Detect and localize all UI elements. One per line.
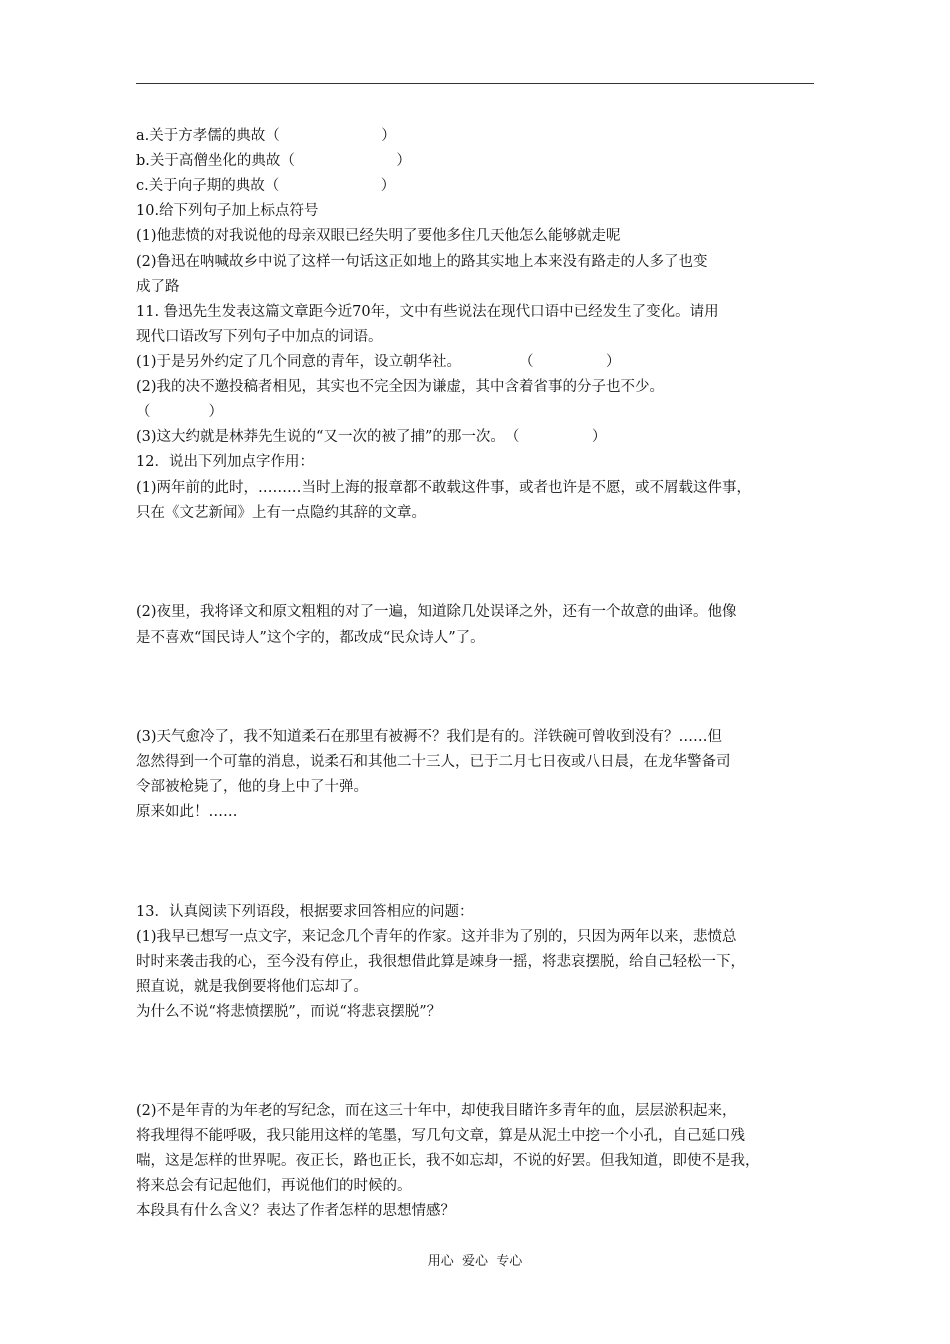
question-12-item-3-cont-2: 令部被枪毙了，他的身上中了十弹。 bbox=[136, 779, 368, 795]
question-12-item-3: (3)天气愈冷了，我不知道柔石在那里有被褥不？我们是有的。洋铁碗可曾收到没有？……但 bbox=[136, 729, 723, 745]
question-12-item-1-cont: 只在《文艺新闻》上有一点隐约其辞的文章。 bbox=[136, 505, 426, 521]
question-12-item-2-cont: 是不喜欢“国民诗人”这个字的，都改成“民众诗人”了。 bbox=[136, 630, 485, 646]
question-13-item-2-cont-3: 将来总会有记起他们，再说他们的时候的。 bbox=[136, 1178, 412, 1194]
question-13-item-2-cont-2: 喘，这是怎样的世界呢。夜正长，路也正长，我不如忘却，不说的好罢。但我知道，即使不是我， bbox=[136, 1153, 760, 1169]
question-13-item-1: (1)我早已想写一点文字，来记念几个青年的作家。这并非为了别的，只因为两年以来，悲愤总 bbox=[136, 929, 737, 945]
question-13-item-2: (2)不是年青的为年老的写纪念，而在这三十年中，却使我目睹许多青年的血，层层淤积起来， bbox=[136, 1103, 737, 1119]
question-10-item-1: (1)他悲愤的对我说他的母亲双眼已经失明了要他多住几天他怎么能够就走呢 bbox=[136, 228, 621, 244]
question-11-item-3: (3)这大约就是林莽先生说的“又一次的被了捕”的那一次。 （ ） bbox=[136, 429, 607, 445]
question-13-item-1-cont-2: 照直说，就是我倒要将他们忘却了。 bbox=[136, 979, 368, 995]
question-10-item-2: (2)鲁迅在呐喊故乡中说了这样一句话这正如地上的路其实地上本来没有路走的人多了也变 bbox=[136, 254, 708, 270]
question-13-item-1-cont-1: 时时来袭击我的心，至今没有停止，我很想借此算是竦身一摇，将悲哀摆脱，给自己轻松一下， bbox=[136, 954, 745, 970]
question-13-item-1-prompt: 为什么不说“将悲愤摆脱”，而说“将悲哀摆脱”？ bbox=[136, 1004, 442, 1020]
question-12-item-2: (2)夜里，我将译文和原文粗粗的对了一遍，知道除几处误译之外，还有一个故意的曲译。他像 bbox=[136, 604, 737, 620]
question-9b: b.关于高僧坐化的典故（ ） bbox=[136, 153, 411, 169]
header-rule bbox=[136, 83, 814, 84]
question-13-title: 13．认真阅读下列语段，根据要求回答相应的问题： bbox=[136, 904, 474, 920]
question-11-item-2: (2)我的决不邀投稿者相见，其实也不完全因为谦虚，其中含着省事的分子也不少。 bbox=[136, 379, 665, 395]
question-13-item-2-prompt: 本段具有什么含义？表达了作者怎样的思想情感？ bbox=[136, 1203, 455, 1219]
question-12-item-3-cont-1: 忽然得到一个可靠的消息，说柔石和其他二十三人，已于二月七日夜或八日晨，在龙华警备司 bbox=[136, 754, 731, 770]
question-11-item-1: (1)于是另外约定了几个同意的青年，设立朝华社。 （ ） bbox=[136, 354, 621, 370]
question-9a: a.关于方孝儒的典故（ ） bbox=[136, 128, 396, 144]
question-12-title: 12．说出下列加点字作用： bbox=[136, 454, 314, 470]
question-12-item-3-cont-3: 原来如此！…… bbox=[136, 804, 238, 820]
question-9c: c.关于向子期的典故（ ） bbox=[136, 178, 396, 194]
question-12-item-1: (1)两年前的此时，………当时上海的报章都不敢载这件事，或者也许是不愿，或不屑载这件事， bbox=[136, 480, 752, 496]
question-11-title-cont: 现代口语改写下列句子中加点的词语。 bbox=[136, 329, 383, 345]
question-13-item-2-cont-1: 将我埋得不能呼吸，我只能用这样的笔墨，写几句文章，算是从泥土中挖一个小孔，自己延口残 bbox=[136, 1128, 745, 1144]
question-10-item-2-cont: 成了路 bbox=[136, 279, 180, 295]
question-11-title: 11. 鲁迅先生发表这篇文章距今近70年，文中有些说法在现代口语中已经发生了变化。请用 bbox=[136, 304, 719, 320]
page-footer: 用心 爱心 专心 bbox=[427, 1254, 523, 1269]
question-11-item-2-blank: （ ） bbox=[136, 404, 223, 420]
question-10-title: 10.给下列句子加上标点符号 bbox=[136, 203, 319, 219]
